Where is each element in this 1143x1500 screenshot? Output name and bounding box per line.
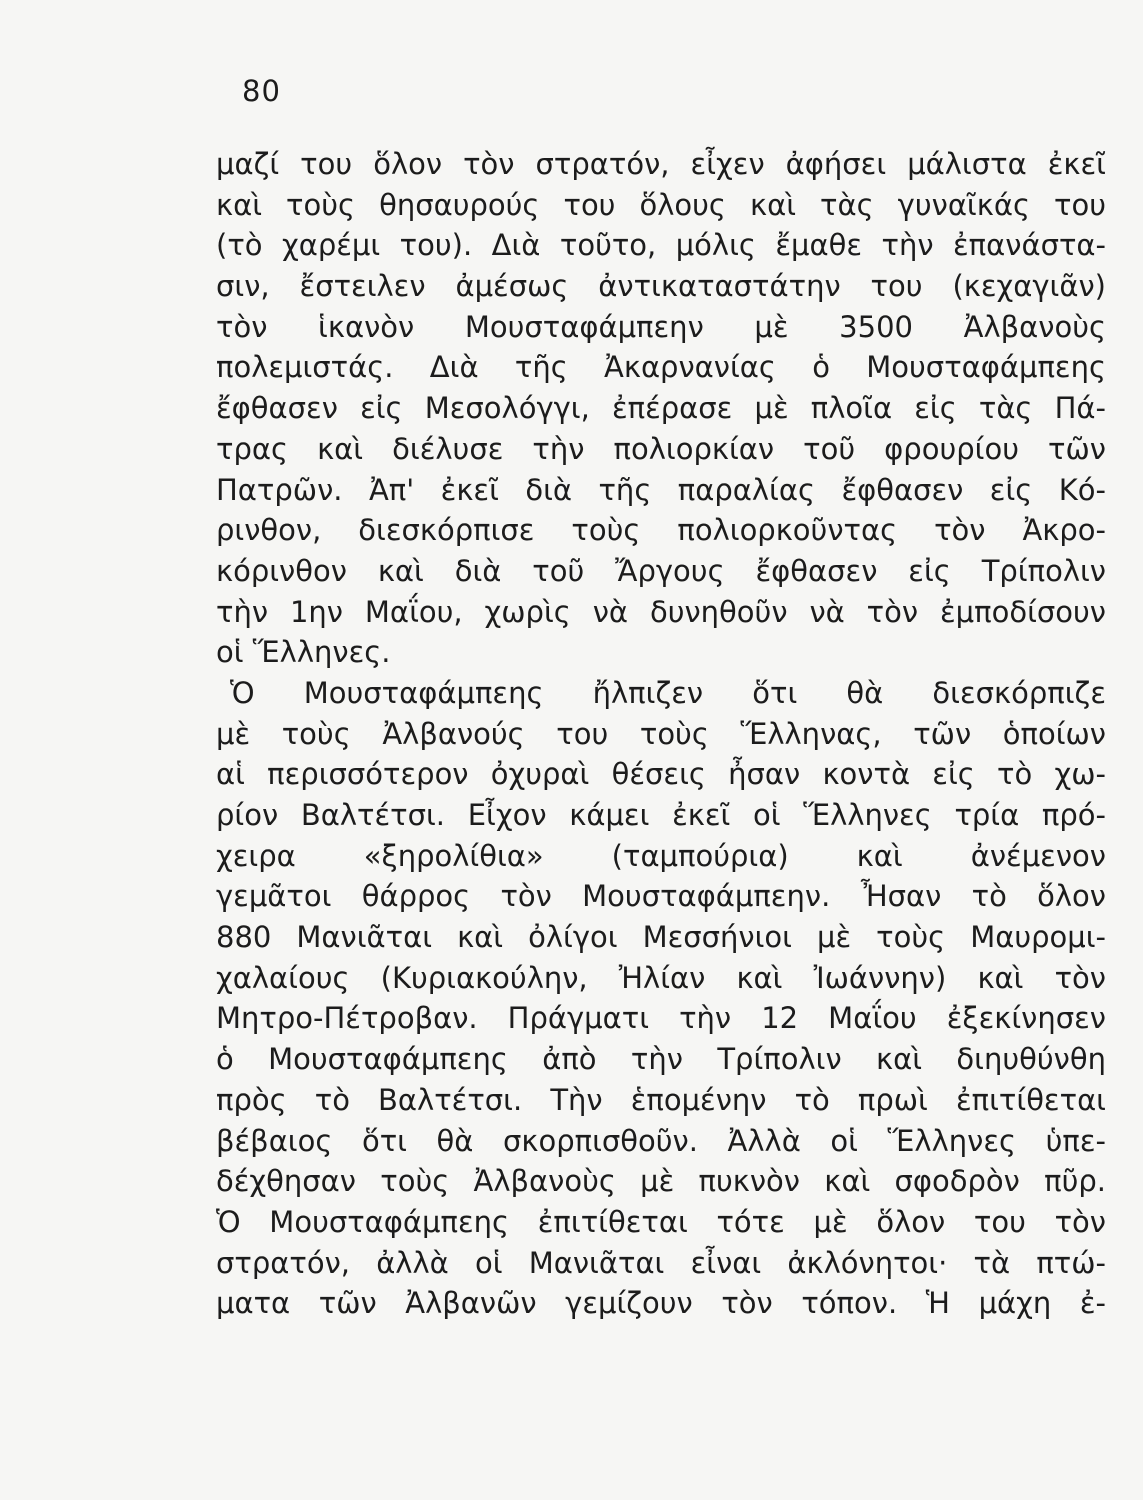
text-line: οἱ Ἕλληνες.: [216, 635, 391, 670]
text-line: δέχθησαν τοὺς Ἀλβανοὺς μὲ πυκνὸν καὶ σφοδρὸν πῦρ.: [216, 1164, 1106, 1199]
text-line: Μητρο-Πέτροβαν. Πράγματι τὴν 12 Μαΐου ἐξεκίνησεν: [216, 1001, 1106, 1036]
body-text: [216, 144, 1106, 1324]
text-line: κόρινθον καὶ διὰ τοῦ Ἄργους ἔφθασεν εἰς Τρίπολιν: [216, 553, 1106, 588]
text-line: ματα τῶν Ἀλβανῶν γεμίζουν τὸν τόπον. Ἡ μάχη ἐ-: [216, 1286, 1106, 1321]
text-line: τὴν 1ην Μαΐου, χωρὶς νὰ δυνηθοῦν νὰ τὸν ἐμποδίσουν: [216, 594, 1106, 629]
text-line: ὁ Μουσταφάμπεης ἀπὸ τὴν Τρίπολιν καὶ διηυθύνθη: [216, 1042, 1106, 1077]
text-line: βέβαιος ὅτι θὰ σκορπισθοῦν. Ἀλλὰ οἱ Ἕλληνες ὑπε-: [216, 1123, 1106, 1158]
text-line: τρας καὶ διέλυσε τὴν πολιορκίαν τοῦ φρουρίου τῶν: [216, 431, 1106, 466]
text-line: ἔφθασεν εἰς Μεσολόγγι, ἐπέρασε μὲ πλοῖα εἰς τὰς Πά-: [216, 391, 1106, 426]
text-line: μαζί του ὅλον τὸν στρατόν, εἶχεν ἀφήσει μάλιστα ἐκεῖ: [216, 147, 1106, 181]
text-line: (τὸ χαρέμι του). Διὰ τοῦτο, μόλις ἔμαθε τὴν ἐπανάστα-: [216, 228, 1106, 263]
text-line: χαλαίους (Κυριακούλην, Ἠλίαν καὶ Ἰωάννην) καὶ τὸν: [216, 960, 1106, 995]
text-line: αἱ περισσότερον ὀχυραὶ θέσεις ἦσαν κοντὰ εἰς τὸ χω-: [216, 757, 1106, 792]
text-line: πολεμιστάς. Διὰ τῆς Ἀκαρνανίας ὁ Μουσταφάμπεης: [216, 350, 1106, 385]
text-line: στρατόν, ἀλλὰ οἱ Μανιᾶται εἶναι ἀκλόνητοι· τὰ πτώ-: [216, 1245, 1106, 1280]
text-line: Ὁ Μουσταφάμπεης ἐπιτίθεται τότε μὲ ὅλον του τὸν: [216, 1204, 1106, 1239]
text-line: 880 Μανιᾶται καὶ ὀλίγοι Μεσσήνιοι μὲ τοὺς Μαυρομι-: [216, 920, 1106, 955]
text-line: Ὁ Μουσταφάμπεης ἤλπιζεν ὅτι θὰ διεσκόρπιζε: [230, 675, 1106, 710]
page-number: 80: [242, 74, 281, 108]
text-line: ρίον Βαλτέτσι. Εἶχον κάμει ἐκεῖ οἱ Ἕλληνες τρία πρό-: [216, 798, 1106, 832]
text-line: μὲ τοὺς Ἀλβανούς του τοὺς Ἕλληνας, τῶν ὁποίων: [216, 716, 1106, 751]
text-line: καὶ τοὺς θησαυρούς του ὅλους καὶ τὰς γυναῖκάς του: [216, 187, 1106, 222]
text-line: γεμᾶτοι θάρρος τὸν Μουσταφάμπεην. Ἦσαν τὸ ὅλον: [216, 879, 1106, 914]
text-line: Πατρῶν. Ἀπ' ἐκεῖ διὰ τῆς παραλίας ἔφθασεν εἰς Κό-: [216, 472, 1106, 507]
text-line: σιν, ἔστειλεν ἀμέσως ἀντικαταστάτην του (κεχαγιᾶν): [216, 269, 1106, 304]
text-line: πρὸς τὸ Βαλτέτσι. Τὴν ἑπομένην τὸ πρωὶ ἐπιτίθεται: [216, 1082, 1106, 1117]
text-line: χειρα «ξηρολίθια» (ταμπούρια) καὶ ἀνέμενον: [216, 838, 1106, 873]
text-line: ρινθον, διεσκόρπισε τοὺς πολιορκοῦντας τὸν Ἀκρο-: [216, 513, 1106, 548]
text-line: τὸν ἱκανὸν Μουσταφάμπεην μὲ 3500 Ἀλβανοὺς: [216, 309, 1106, 344]
